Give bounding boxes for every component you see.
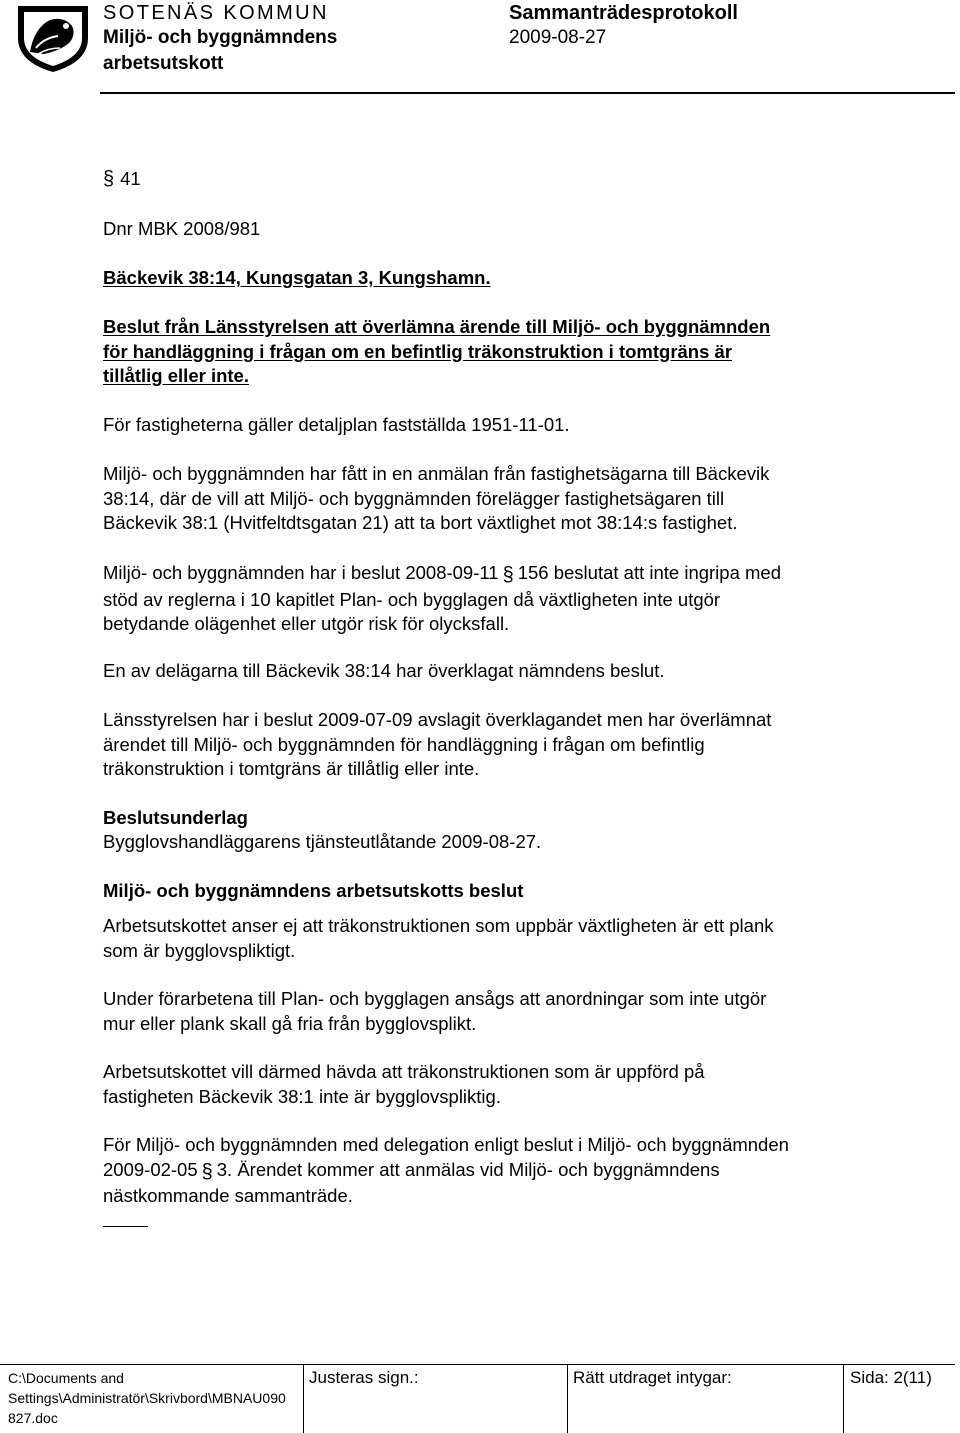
paragraph-line: som är bygglovspliktigt. (103, 939, 296, 961)
basis-heading: Beslutsunderlag (103, 807, 248, 828)
decision-title-line: tillåtlig eller inte. (103, 365, 249, 386)
paragraph-line: För Miljö- och byggnämnden med delegation enligt beslut i Miljö- och byggnämnden (103, 1134, 789, 1155)
decision-title (103, 315, 770, 389)
municipality-name: SOTENÄS KOMMUN (103, 2, 329, 24)
paragraph-line: stöd av reglerna i 10 kapitlet Plan- och bygglagen då växtligheten inte utgör (103, 588, 721, 610)
section-symbol: § (502, 564, 514, 586)
file-path-line: Settings\Administratör\Skrivbord\MBNAU090 (8, 1390, 286, 1406)
paragraph-line: 38:14, där de vill att Miljö- och byggnämnden förelägger fastighetsägaren till (103, 487, 725, 509)
section-number: 41 (120, 168, 141, 189)
section-symbol: § (103, 168, 115, 190)
basis-text: Bygglovshandläggarens tjänsteutlåtande 2009-08-27. (103, 831, 542, 852)
paragraph-line: Arbetsutskottet vill därmed hävda att träkonstruktionen som är uppförd på (103, 1061, 705, 1082)
ruling-paragraph (103, 914, 773, 963)
decision-title-line: för handläggning i frågan om en befintlig träkonstruktion i tomtgräns är (103, 340, 733, 362)
page-indicator: Sida: 2(11) (850, 1368, 932, 1387)
adjust-signature-label: Justeras sign.: (309, 1368, 419, 1387)
paragraph-line: Länsstyrelsen har i beslut 2009-07-09 avslagit överklagandet men har överlämnat (103, 709, 772, 730)
file-path-line: 827.doc (8, 1410, 58, 1426)
end-divider (103, 1226, 148, 1227)
ruling-heading: Miljö- och byggnämndens arbetsutskotts beslut (103, 880, 524, 901)
file-path (8, 1368, 286, 1428)
decision-title-line: Beslut från Länsstyrelsen att överlämna ärende till Miljö- och byggnämnden (103, 316, 771, 337)
header-divider (100, 92, 955, 94)
paragraph-text: 156 beslutat att inte ingripa med (517, 562, 782, 583)
paragraph-text: 2009-02-05 (103, 1158, 198, 1180)
section-symbol: § (201, 1160, 213, 1183)
paragraph-line: nästkommande sammanträde. (103, 1185, 353, 1206)
ruling-paragraph (103, 987, 766, 1036)
paragraph-line: ärendet till Miljö- och byggnämnden för handläggning i frågan om befintlig (103, 733, 705, 755)
delegation-paragraph (103, 1133, 789, 1209)
paragraph-line: Miljö- och byggnämnden har fått in en anmälan från fastighetsägarna till Bäckevik (103, 463, 770, 484)
ruling-paragraph (103, 1060, 705, 1109)
plan-text: För fastigheterna gäller detaljplan fastställda 1951-11-01. (103, 414, 570, 435)
footer-column-divider (567, 1364, 568, 1433)
footer-divider (0, 1364, 955, 1365)
case-number: Dnr MBK 2008/981 (103, 218, 261, 239)
paragraph-line: träkonstruktion i tomtgräns är tillåtlig eller inte. (103, 758, 480, 779)
paragraph-text: Miljö- och byggnämnden har i beslut 2008-09-11 (103, 562, 499, 583)
paragraph-line: mur eller plank skall gå fria från bygglovsplikt. (103, 1012, 477, 1034)
file-path-line: C:\Documents and (8, 1370, 124, 1386)
committee-subname: arbetsutskott (103, 53, 224, 74)
paragraph-text: 3. Ärendet kommer att anmälas vid Miljö- och byggnämndens (216, 1158, 720, 1180)
property-title: Bäckevik 38:14, Kungsgatan 3, Kungshamn. (103, 267, 491, 288)
footer-column-divider (843, 1364, 844, 1433)
section-heading (103, 167, 141, 192)
paragraph-line: betydande olägenhet eller utgör risk för olycksfall. (103, 613, 510, 634)
report-paragraph (103, 462, 769, 536)
municipal-coat-of-arms-icon (14, 4, 92, 74)
paragraph-line: fastigheten Bäckevik 38:1 inte är bygglovspliktig. (103, 1085, 501, 1107)
paragraph-line: Bäckevik 38:1 (Hvitfeltdtsgatan 21) att ta bort växtlighet mot 38:14:s fastighet. (103, 512, 738, 533)
paragraph-line: Arbetsutskottet anser ej att träkonstruktionen som uppbär växtligheten är ett plank (103, 915, 774, 936)
county-board-paragraph (103, 708, 771, 782)
footer-column-divider (303, 1364, 304, 1433)
meeting-date: 2009-08-27 (509, 27, 607, 48)
committee-name: Miljö- och byggnämndens (103, 27, 338, 48)
paragraph-line: Under förarbetena till Plan- och bygglagen ansågs att anordningar som inte utgör (103, 988, 767, 1009)
certify-label: Rätt utdraget intygar: (573, 1368, 732, 1387)
document-type: Sammanträdesprotokoll (509, 2, 738, 24)
previous-decision-paragraph (103, 561, 781, 637)
appeal-paragraph: En av delägarna till Bäckevik 38:14 har överklagat nämndens beslut. (103, 660, 665, 681)
